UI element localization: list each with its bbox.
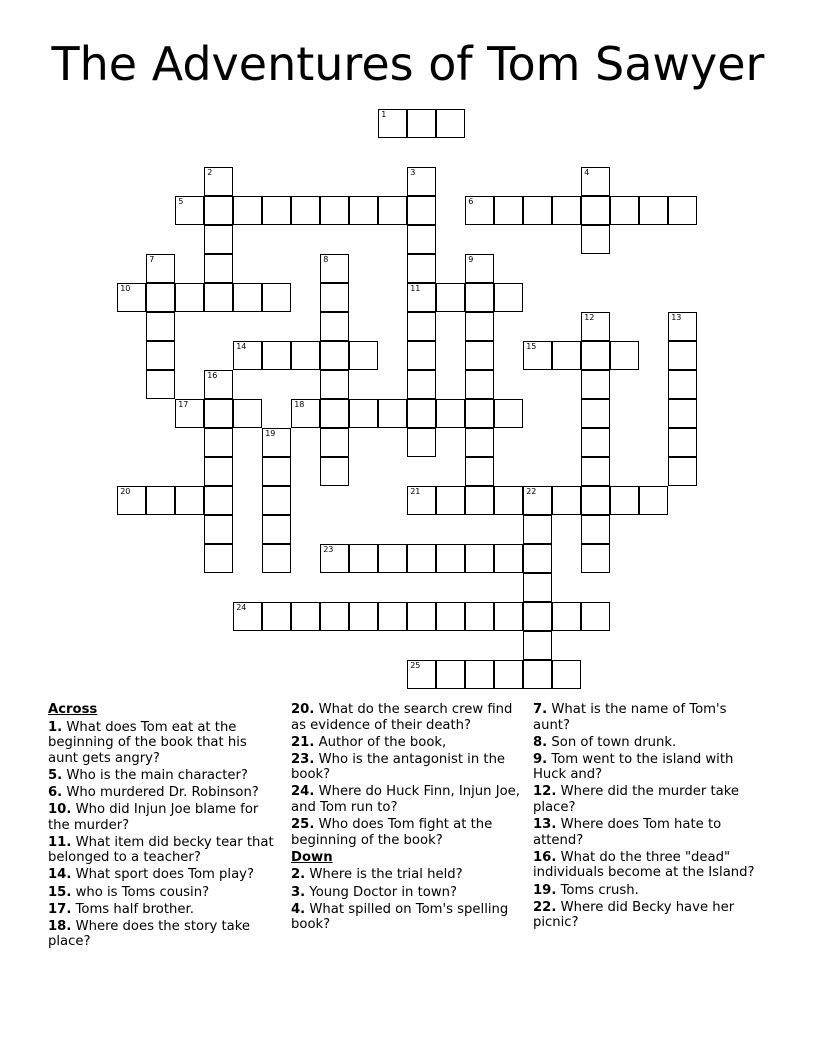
- crossword-cell[interactable]: [494, 486, 523, 515]
- crossword-cell[interactable]: [552, 602, 581, 631]
- clue-text: Who is the main character?: [66, 767, 248, 783]
- clue-number: 12: [584, 313, 595, 323]
- crossword-cell[interactable]: [523, 196, 552, 225]
- crossword-cell[interactable]: [436, 544, 465, 573]
- clue-number: 20: [120, 487, 131, 497]
- crossword-cell[interactable]: [175, 399, 204, 428]
- crossword-cell[interactable]: [378, 544, 407, 573]
- crossword-cell[interactable]: [465, 602, 494, 631]
- crossword-cell[interactable]: [233, 196, 262, 225]
- clue-number-label: 2.: [291, 867, 306, 883]
- clue-number: 7: [149, 255, 155, 265]
- crossword-cell[interactable]: [407, 225, 436, 254]
- crossword-cell[interactable]: [291, 602, 320, 631]
- crossword-cell[interactable]: [407, 428, 436, 457]
- crossword-cell[interactable]: [320, 428, 349, 457]
- clue: [533, 735, 765, 751]
- crossword-cell[interactable]: [523, 602, 552, 631]
- crossword-cell[interactable]: [436, 283, 465, 312]
- crossword-cell[interactable]: [146, 486, 175, 515]
- crossword-cell[interactable]: [581, 602, 610, 631]
- crossword-cell[interactable]: [407, 341, 436, 370]
- crossword-cell[interactable]: [204, 283, 233, 312]
- clue-text: Who did Injun Joe blame for the murder?: [48, 802, 259, 833]
- crossword-cell[interactable]: [552, 660, 581, 689]
- clue: [291, 817, 523, 848]
- crossword-cell[interactable]: [262, 544, 291, 573]
- crossword-cell[interactable]: [175, 196, 204, 225]
- clue: [291, 702, 523, 733]
- crossword-cell[interactable]: [465, 399, 494, 428]
- crossword-cell[interactable]: [581, 341, 610, 370]
- crossword-cell[interactable]: [494, 660, 523, 689]
- crossword-cell[interactable]: [407, 109, 436, 138]
- clue-number: 13: [671, 313, 682, 323]
- clue-number-label: 25.: [291, 817, 315, 833]
- clue-text: What does Tom eat at the beginning of the book that his aunt gets angry?: [48, 719, 247, 766]
- crossword-cell[interactable]: [465, 457, 494, 486]
- crossword-cell[interactable]: [320, 341, 349, 370]
- clue: [533, 817, 765, 848]
- crossword-cell[interactable]: [668, 370, 697, 399]
- crossword-cell[interactable]: [349, 544, 378, 573]
- clue-text: Toms half brother.: [75, 901, 194, 917]
- crossword-cell[interactable]: [262, 602, 291, 631]
- clue-number: 15: [526, 342, 537, 352]
- crossword-cell[interactable]: [523, 515, 552, 544]
- clue-number: 16: [207, 371, 218, 381]
- crossword-cell[interactable]: [494, 196, 523, 225]
- crossword-cell[interactable]: [581, 167, 610, 196]
- clue-text: What spilled on Tom's spelling book?: [291, 901, 509, 933]
- crossword-cell[interactable]: [204, 486, 233, 515]
- clue: [291, 735, 523, 751]
- crossword-cell[interactable]: [407, 602, 436, 631]
- crossword-cell[interactable]: [581, 457, 610, 486]
- clue-number-label: 19.: [533, 882, 557, 898]
- crossword-cell[interactable]: [146, 312, 175, 341]
- clue-number-label: 23.: [291, 751, 315, 767]
- crossword-cell[interactable]: [291, 196, 320, 225]
- crossword-cell[interactable]: [233, 341, 262, 370]
- crossword-cell[interactable]: [581, 196, 610, 225]
- crossword-cell[interactable]: [465, 283, 494, 312]
- crossword-cell[interactable]: [494, 602, 523, 631]
- clue: [48, 768, 280, 784]
- crossword-cell[interactable]: [320, 196, 349, 225]
- crossword-cell[interactable]: [320, 254, 349, 283]
- clue-text: Tom went to the island with Huck and?: [533, 751, 734, 783]
- crossword-cell[interactable]: [407, 660, 436, 689]
- clue-number-label: 14.: [48, 867, 72, 883]
- clue-number-label: 17.: [48, 901, 72, 917]
- clue-number-label: 10.: [48, 802, 72, 818]
- crossword-cell[interactable]: [494, 544, 523, 573]
- clue-text: Where do Huck Finn, Injun Joe, and Tom run to?: [291, 784, 520, 816]
- crossword-cell[interactable]: [465, 254, 494, 283]
- crossword-cell[interactable]: [552, 486, 581, 515]
- crossword-cell[interactable]: [262, 283, 291, 312]
- clue-number: 21: [410, 487, 421, 497]
- crossword-cell[interactable]: [581, 399, 610, 428]
- clue-number: 18: [294, 400, 305, 410]
- clue-number-label: 11.: [48, 834, 72, 850]
- clue-number-label: 6.: [48, 784, 63, 800]
- crossword-cell[interactable]: [262, 196, 291, 225]
- crossword-cell[interactable]: [523, 544, 552, 573]
- clue-number: 2: [207, 168, 213, 178]
- clue-number-label: 8.: [533, 734, 548, 750]
- crossword-cell[interactable]: [407, 486, 436, 515]
- clue: [533, 850, 765, 881]
- crossword-cell[interactable]: [204, 196, 233, 225]
- clue: [291, 867, 523, 883]
- crossword-cell[interactable]: [175, 283, 204, 312]
- clue-number-label: 5.: [48, 767, 63, 783]
- clue-number: 22: [526, 487, 537, 497]
- crossword-cell[interactable]: [233, 602, 262, 631]
- crossword-cell[interactable]: [465, 544, 494, 573]
- clue-number: 6: [468, 197, 474, 207]
- crossword-cell[interactable]: [639, 196, 668, 225]
- clue-number-label: 15.: [48, 884, 72, 900]
- crossword-cell[interactable]: [581, 370, 610, 399]
- clue-text: What do the search crew find as evidence of their death?: [291, 702, 513, 733]
- clue-text: Author of the book,: [318, 734, 447, 750]
- crossword-cell[interactable]: [494, 283, 523, 312]
- crossword-cell[interactable]: [407, 167, 436, 196]
- clue: [533, 883, 765, 899]
- clue-number-label: 20.: [291, 702, 315, 717]
- crossword-cell[interactable]: [523, 486, 552, 515]
- crossword-cell[interactable]: [146, 283, 175, 312]
- clue-number: 25: [410, 661, 421, 671]
- clue-text: Son of town drunk.: [551, 734, 677, 750]
- clue-number-label: 12.: [533, 784, 557, 800]
- crossword-cell[interactable]: [320, 399, 349, 428]
- clue-number-label: 21.: [291, 734, 315, 750]
- clue-text: who is Toms cousin?: [75, 884, 210, 900]
- crossword-cell[interactable]: [320, 312, 349, 341]
- crossword-cell[interactable]: [117, 283, 146, 312]
- crossword-cell[interactable]: [378, 109, 407, 138]
- clue-number-label: 18.: [48, 918, 72, 934]
- crossword-cell[interactable]: [349, 399, 378, 428]
- crossword-cell[interactable]: [610, 341, 639, 370]
- crossword-cell[interactable]: [204, 370, 233, 399]
- crossword-cell[interactable]: [349, 196, 378, 225]
- crossword-cell[interactable]: [668, 341, 697, 370]
- clue-number-label: 22.: [533, 899, 557, 915]
- crossword-cell[interactable]: [581, 486, 610, 515]
- clue-text: What item did becky tear that belonged to a teacher?: [48, 834, 274, 866]
- crossword-cell[interactable]: [378, 196, 407, 225]
- clue-text: Who is the antagonist in the book?: [291, 751, 506, 783]
- crossword-cell[interactable]: [262, 515, 291, 544]
- crossword-cell[interactable]: [668, 196, 697, 225]
- crossword-cell[interactable]: [610, 196, 639, 225]
- crossword-cell[interactable]: [581, 515, 610, 544]
- crossword-cell[interactable]: [523, 573, 552, 602]
- crossword-cell[interactable]: [668, 312, 697, 341]
- clue: [48, 885, 280, 901]
- crossword-cell[interactable]: [349, 602, 378, 631]
- clue-text: Where did the murder take place?: [533, 784, 739, 816]
- crossword-cell[interactable]: [146, 254, 175, 283]
- clue-number: 10: [120, 284, 131, 294]
- clue-number: 23: [323, 545, 334, 555]
- clue: [48, 867, 280, 883]
- crossword-cell[interactable]: [465, 341, 494, 370]
- clue-number-label: 1.: [48, 719, 63, 735]
- clue-number: 5: [178, 197, 184, 207]
- crossword-cell[interactable]: [465, 370, 494, 399]
- crossword-cell[interactable]: [320, 370, 349, 399]
- clue-number: 1: [381, 110, 387, 120]
- clue-number: 4: [584, 168, 590, 178]
- crossword-cell[interactable]: [436, 660, 465, 689]
- crossword-cell[interactable]: [523, 660, 552, 689]
- crossword-cell[interactable]: [639, 486, 668, 515]
- page-title: The Adventures of Tom Sawyer: [51, 37, 765, 91]
- clue: [533, 784, 765, 815]
- clue-column-3: [533, 702, 765, 932]
- crossword-cell[interactable]: [204, 254, 233, 283]
- crossword-cell[interactable]: [378, 399, 407, 428]
- clue-text: What is the name of Tom's aunt?: [533, 702, 727, 733]
- crossword-cell[interactable]: [407, 544, 436, 573]
- clue-number: 11: [410, 284, 421, 294]
- clue: [291, 752, 523, 783]
- clue-number-label: 3.: [291, 884, 306, 900]
- crossword-cell[interactable]: [668, 428, 697, 457]
- crossword-cell[interactable]: [407, 254, 436, 283]
- crossword-cell[interactable]: [668, 399, 697, 428]
- clue-number-label: 9.: [533, 751, 548, 767]
- crossword-cell[interactable]: [581, 225, 610, 254]
- clue-text: Where does Tom hate to attend?: [533, 817, 722, 848]
- crossword-cell[interactable]: [146, 370, 175, 399]
- crossword-cell[interactable]: [581, 428, 610, 457]
- clue: [291, 885, 523, 901]
- crossword-cell[interactable]: [552, 196, 581, 225]
- clue: [533, 702, 765, 733]
- crossword-cell[interactable]: [436, 399, 465, 428]
- crossword-cell[interactable]: [204, 544, 233, 573]
- clue-number: 19: [265, 429, 276, 439]
- crossword-cell[interactable]: [523, 341, 552, 370]
- clue: [48, 919, 280, 950]
- crossword-cell[interactable]: [233, 399, 262, 428]
- clue: [533, 752, 765, 783]
- crossword-cell[interactable]: [204, 428, 233, 457]
- crossword-cell[interactable]: [291, 341, 320, 370]
- clue-number: 9: [468, 255, 474, 265]
- clue-column-1: [48, 702, 280, 951]
- crossword-cell[interactable]: [204, 167, 233, 196]
- crossword-cell[interactable]: [407, 283, 436, 312]
- crossword-cell[interactable]: [349, 341, 378, 370]
- crossword-cell[interactable]: [262, 486, 291, 515]
- crossword-cell[interactable]: [262, 457, 291, 486]
- clue-number: 24: [236, 603, 247, 613]
- crossword-cell[interactable]: [552, 341, 581, 370]
- clue-text: Where did Becky have her picnic?: [533, 899, 735, 931]
- clue-number-label: 13.: [533, 817, 557, 833]
- crossword-cell[interactable]: [668, 457, 697, 486]
- clue-number: 17: [178, 400, 189, 410]
- clue: [291, 902, 523, 933]
- clue-number-label: 7.: [533, 702, 548, 717]
- clue-number: 8: [323, 255, 329, 265]
- clue: [48, 720, 280, 767]
- crossword-cell[interactable]: [436, 486, 465, 515]
- clue: [48, 785, 280, 801]
- clue: [291, 784, 523, 815]
- crossword-cell[interactable]: [436, 109, 465, 138]
- crossword-cell[interactable]: [204, 457, 233, 486]
- crossword-cell[interactable]: [465, 312, 494, 341]
- clue-text: Where is the trial held?: [309, 867, 463, 883]
- crossword-cell[interactable]: [465, 428, 494, 457]
- crossword-cell[interactable]: [117, 486, 146, 515]
- clue: [48, 835, 280, 866]
- crossword-cell[interactable]: [523, 631, 552, 660]
- crossword-cell[interactable]: [320, 544, 349, 573]
- across-heading: Across: [48, 702, 98, 717]
- clue: [48, 802, 280, 833]
- clue-column-2: [291, 702, 523, 934]
- clue: [48, 902, 280, 918]
- crossword-cell[interactable]: [465, 486, 494, 515]
- crossword-cell[interactable]: [204, 515, 233, 544]
- crossword-cell[interactable]: [494, 399, 523, 428]
- clue: [533, 900, 765, 931]
- crossword-cell[interactable]: [291, 399, 320, 428]
- crossword-cell[interactable]: [233, 283, 262, 312]
- crossword-cell[interactable]: [262, 341, 291, 370]
- crossword-cell[interactable]: [581, 544, 610, 573]
- crossword-cell[interactable]: [175, 486, 204, 515]
- down-heading: Down: [291, 849, 333, 865]
- crossword-cell[interactable]: [436, 602, 465, 631]
- clue-number: 14: [236, 342, 247, 352]
- crossword-cell[interactable]: [378, 602, 407, 631]
- clue-number: 3: [410, 168, 416, 178]
- crossword-cell[interactable]: [581, 312, 610, 341]
- clue-text: What do the three "dead" individuals become at the Island?: [533, 849, 755, 881]
- clue-text: Toms crush.: [560, 882, 639, 898]
- crossword-cell[interactable]: [320, 457, 349, 486]
- clue-number-label: 4.: [291, 901, 306, 917]
- crossword-cell[interactable]: [146, 341, 175, 370]
- crossword-cell[interactable]: [407, 196, 436, 225]
- crossword-cell[interactable]: [407, 370, 436, 399]
- crossword-cell[interactable]: [465, 196, 494, 225]
- crossword-cell[interactable]: [320, 602, 349, 631]
- crossword-cell[interactable]: [204, 225, 233, 254]
- crossword-cell[interactable]: [320, 283, 349, 312]
- crossword-cell[interactable]: [204, 399, 233, 428]
- clue-text: What sport does Tom play?: [75, 867, 254, 883]
- crossword-cell[interactable]: [407, 312, 436, 341]
- clue-text: Who does Tom fight at the beginning of the book?: [291, 817, 493, 848]
- clue-text: Where does the story take place?: [48, 918, 251, 950]
- clue-text: Who murdered Dr. Robinson?: [66, 784, 259, 800]
- crossword-cell[interactable]: [465, 660, 494, 689]
- crossword-cell[interactable]: [610, 486, 639, 515]
- crossword-cell[interactable]: [407, 399, 436, 428]
- clue-text: Young Doctor in town?: [309, 884, 457, 900]
- crossword-cell[interactable]: [262, 428, 291, 457]
- clue-number-label: 16.: [533, 849, 557, 865]
- clue-number-label: 24.: [291, 784, 315, 800]
